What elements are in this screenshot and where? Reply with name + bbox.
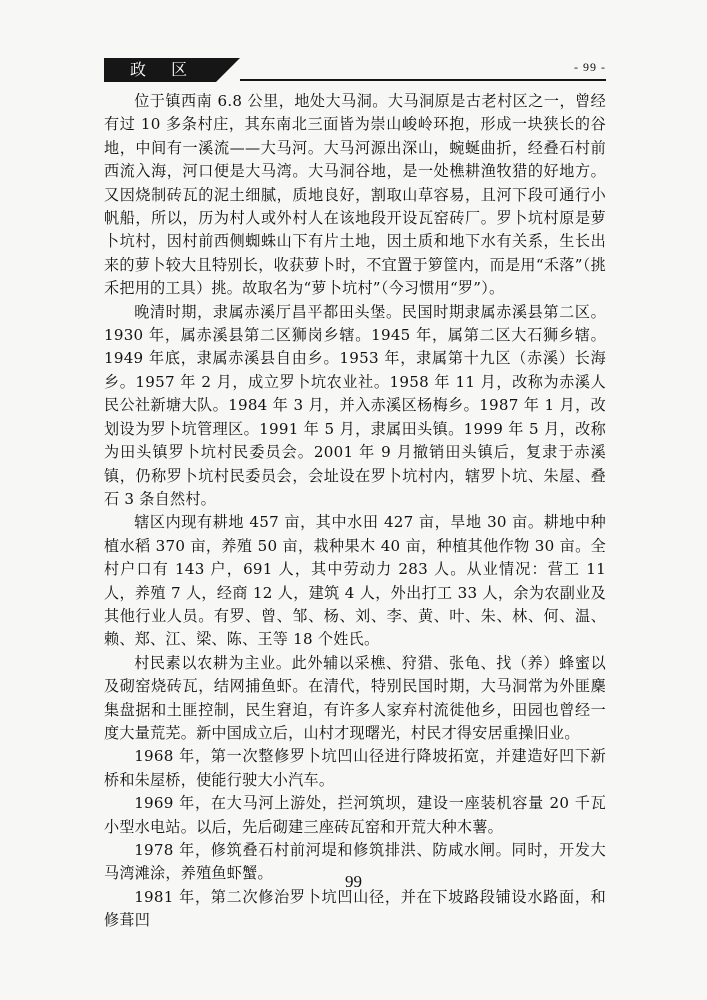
header-page-number: - 99 - — [574, 60, 606, 74]
section-tab-wedge — [216, 58, 240, 82]
running-header — [104, 58, 606, 82]
paragraph: 1969 年，在大马河上游处，拦河筑坝，建设一座装机容量 20 千瓦小型水电站。以后，先后砌建三座砖瓦窑和开荒大种木薯。 — [104, 794, 606, 836]
section-tab: 政 区 — [104, 58, 216, 82]
paragraph: 村民素以农耕为主业。此外辅以采樵、狩猎、张龟、找（养）蜂蜜以及砌窑烧砖瓦，结网捕鱼虾。在清代，特别民国时期，大马洞常为外匪麇集盘据和土匪控制，民生窘迫，有许多人家弃村流徙他乡，田园也曾经一度大量荒芜。新中国成立后，山村才现曙光，村民才得安居重操旧业。 — [104, 653, 606, 742]
footer-page-number: 99 — [345, 872, 362, 891]
paragraph: 1968 年，第一次整修罗卜坑凹山径进行降坡拓宽，并建造好凹下新桥和朱屋桥，使能行驶大小汽车。 — [104, 747, 606, 789]
paragraph: 晚清时期，隶属赤溪厅昌平都田头堡。民国时期隶属赤溪县第二区。1930 年，属赤溪县第二区狮岗乡辖。1945 年，属第二区大石狮乡辖。1949 年底，隶属赤溪县自由乡。1953 年，隶属第十九区（赤溪）长海乡。1957 年 2 月，成立罗卜坑农业社。1958 年 11 月，改称为赤溪人民公社新塘大队。1984 年 3 月，并入赤溪区杨梅乡。1987 年 1 月，改划设为罗卜坑管理区。1991 年 5 月，隶属田头镇。1999 年 5 月，改称为田头镇罗卜坑村民委员会。2001 年 9 月撤销田头镇后，复隶于赤溪镇，仍称罗卜坑村民委员会，会址设在罗卜坑村内，辖罗卜坑、朱屋、叠石 3 条自然村。 — [104, 302, 606, 508]
paragraph: 1978 年，修筑叠石村前河堤和修筑排洪、防咸水闸。同时，开发大马湾滩涂，养殖鱼虾蟹。 — [104, 841, 606, 883]
body-text — [104, 90, 606, 933]
paragraph: 1981 年，第二次修治罗卜坑凹山径，并在下坡路段铺设水路面，和修葺凹 — [104, 887, 606, 930]
paragraph: 位于镇西南 6.8 公里，地处大马洞。大马洞原是古老村区之一，曾经有过 10 多条村庄，其东南北三面皆为崇山峻岭环抱，形成一块狭长的谷地，中间有一溪流——大马河。大马河源出深山，蜿蜒曲折，经叠石村前西流入海，河口便是大马湾。大马洞谷地，是一处樵耕渔牧猎的好地方。又因烧制砖瓦的泥土细腻，质地良好，割取山草容易，且河下段可通行小帆船，所以，历为村人或外村人在该地段开设瓦窑砖厂。罗卜坑村原是萝卜坑村，因村前西侧蜘蛛山下有片土地，因土质和地下水有关系，生长出来的萝卜较大且特别长，收获萝卜时，不宜置于箩筐内，而是用“禾落”（挑禾把用的工具）挑。故取名为“萝卜坑村”（今习惯用“罗”）。 — [104, 92, 606, 298]
paragraph: 辖区内现有耕地 457 亩，其中水田 427 亩，旱地 30 亩。耕地中种植水稻 370 亩，养殖 50 亩，栽种果木 40 亩，种植其他作物 30 亩。全村户口有 143 户，691 人，其中劳动力 283 人。从业情况：营工 11 人，养殖 7 人，经商 12 人，建筑 4 人，外出打工 33 人，余为农副业及其他行业人员。有罗、曾、邹、杨、刘、李、黄、叶、朱、林、何、温、赖、郑、江、梁、陈、王等 18 个姓氏。 — [104, 513, 606, 649]
header-rule — [240, 79, 606, 81]
